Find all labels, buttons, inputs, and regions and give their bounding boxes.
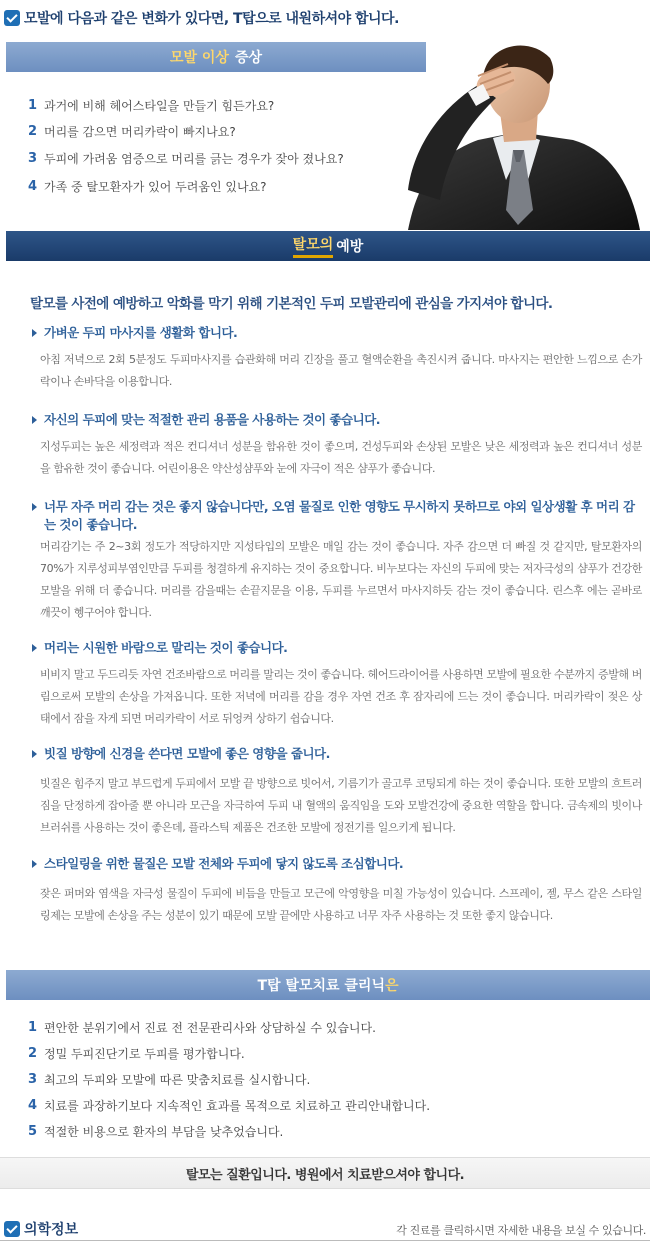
page-title bbox=[4, 8, 399, 28]
list-number: 3 bbox=[28, 151, 38, 166]
list-item bbox=[28, 1066, 430, 1092]
symptoms-title-rest: 증상 bbox=[234, 50, 263, 66]
clinic-list bbox=[28, 1014, 430, 1144]
list-item bbox=[28, 144, 344, 173]
triangle-bullet-icon bbox=[32, 329, 37, 337]
page-title-text: 모발에 다음과 같은 변화가 있다면, T탑으로 내원하셔야 합니다. bbox=[24, 11, 399, 27]
prevention-section bbox=[30, 745, 642, 839]
list-text: 과거에 비해 헤어스타일을 만들기 힘든가요? bbox=[44, 98, 275, 113]
prevention-section bbox=[30, 324, 642, 393]
triangle-bullet-icon bbox=[32, 416, 37, 424]
list-item bbox=[28, 1014, 430, 1040]
list-number: 2 bbox=[28, 123, 38, 139]
prevention-section bbox=[30, 639, 642, 730]
prevention-title-highlight: 탈모의 bbox=[293, 234, 334, 258]
section-heading: 머리는 시원한 바람으로 말리는 것이 좋습니다. bbox=[44, 640, 288, 655]
checkbox-icon bbox=[4, 1221, 20, 1237]
list-number: 5 bbox=[28, 1123, 38, 1139]
list-number: 1 bbox=[28, 97, 38, 113]
footer-divider bbox=[0, 1240, 650, 1241]
symptoms-banner bbox=[6, 42, 426, 72]
section-body: 비비지 말고 두드리듯 자연 건조바람으로 머리를 말리는 것이 좋습니다. 헤어드라이어를 사용하면 모발에 필요한 수분까지 증발해 버림으로써 모발의 손상을 가져옵니다. 또한 저녁에 머리를 감을 경우 자연 건조 후 잠자리에 드는 것이 좋습니다. 머리카락이 젖은 상태에서 잠을 자게 되면 머리카락이 서로 뒤엉켜 상하기 쉽습니다. bbox=[40, 668, 642, 725]
triangle-bullet-icon bbox=[32, 644, 37, 652]
section-heading: 빗질 방향에 신경을 쓴다면 모발에 좋은 영향을 줍니다. bbox=[44, 746, 330, 761]
list-number: 4 bbox=[28, 178, 38, 194]
prevention-section bbox=[30, 855, 642, 927]
list-number: 1 bbox=[28, 1019, 38, 1035]
list-text: 두피에 가려움 염증으로 머리를 긁는 경우가 잦아 졌나요? bbox=[44, 152, 344, 166]
list-number: 2 bbox=[28, 1045, 38, 1061]
section-heading: 너무 자주 머리 감는 것은 좋지 않습니다만, 오염 물질로 인한 영향도 무시하지 못하므로 야외 일상생활 후 머리 감는 것이 좋습니다. bbox=[44, 499, 635, 532]
list-item bbox=[28, 1040, 430, 1066]
medical-info-label: 의학정보 bbox=[24, 1222, 79, 1238]
list-text: 편안한 분위기에서 진료 전 전문관리사와 상담하실 수 있습니다. bbox=[44, 1020, 376, 1035]
list-item bbox=[28, 118, 344, 144]
list-item bbox=[28, 173, 344, 199]
clinic-title: T탑 탈모치료 클리닉 bbox=[257, 978, 385, 994]
triangle-bullet-icon bbox=[32, 750, 37, 758]
section-body: 잦은 퍼머와 염색을 자극성 물질이 두피에 비듬을 만들고 모근에 악영향을 미칠 가능성이 있습니다. 스프레이, 젤, 무스 같은 스타일링제는 모발에 손상을 주는 성분이 있기 때문에 모발 끝에만 사용하고 너무 자주 사용하는 것 또한 좋지 않습니다. bbox=[40, 887, 642, 922]
section-heading: 스타일링을 위한 물질은 모발 전체와 두피에 닿지 않도록 조심합니다. bbox=[44, 856, 404, 871]
clinic-banner bbox=[6, 970, 650, 1000]
list-text: 치료를 과장하기보다 지속적인 효과를 목적으로 치료하고 관리안내합니다. bbox=[44, 1098, 431, 1113]
medical-info-link[interactable] bbox=[4, 1219, 78, 1239]
list-text: 정밀 두피진단기로 두피를 평가합니다. bbox=[44, 1046, 245, 1061]
list-number: 4 bbox=[28, 1097, 38, 1113]
section-body: 아침 저녁으로 2회 5분정도 두피마사지를 습관화해 머리 긴장을 풀고 혈액순환을 촉진시켜 줍니다. 마사지는 편안한 느낌으로 손가락이나 손바닥을 이용합니다. bbox=[40, 353, 642, 388]
prevention-lead: 탈모를 사전에 예방하고 악화를 막기 위해 기본적인 두피 모발관리에 관심을 가지셔야 합니다. bbox=[30, 296, 553, 312]
prevention-banner bbox=[6, 231, 650, 261]
list-text: 적절한 비용으로 환자의 부담을 낮추었습니다. bbox=[44, 1124, 284, 1139]
symptoms-title-highlight: 모발 이상 bbox=[169, 50, 229, 66]
footer-hint: 각 진료를 클릭하시면 자세한 내용을 보실 수 있습니다. bbox=[396, 1224, 646, 1237]
list-number: 3 bbox=[28, 1071, 38, 1087]
triangle-bullet-icon bbox=[32, 860, 37, 868]
section-body: 지성두피는 높은 세정력과 적은 컨디셔너 성분을 함유한 것이 좋으며, 건성두피와 손상된 모발은 낮은 세정력과 높은 컨디셔너 성분을 함유한 것이 좋습니다. 어린이용은 약산성샴푸와 눈에 자극이 적은 샴푸가 좋습니다. bbox=[40, 440, 642, 475]
list-item bbox=[28, 1118, 430, 1144]
list-text: 최고의 두피와 모발에 따른 맞춤치료를 실시합니다. bbox=[44, 1072, 311, 1087]
worried-man-illustration bbox=[368, 40, 650, 230]
triangle-bullet-icon bbox=[32, 503, 37, 511]
prevention-title-rest: 예방 bbox=[336, 239, 364, 255]
notice-text: 탈모는 질환입니다. 병원에서 치료받으셔야 합니다. bbox=[185, 1167, 465, 1183]
notice-bar bbox=[0, 1157, 650, 1189]
list-item bbox=[28, 1092, 430, 1118]
section-body: 머리감기는 주 2~3회 정도가 적당하지만 지성타입의 모발은 매일 감는 것이 좋습니다. 자주 감으면 더 빠질 것 같지만, 탈모환자의 70%가 지루성피부염인만큼 두피를 청결하게 유지하는 것이 중요합니다. 비누보다는 자신의 두피에 맞는 저자극성의 샴푸가 건강한 모발을 위해 더 좋습니다. 머리를 감을때는 손끝지문을 이용, 두피를 누르면서 마사지하듯 감는 것이 좋습니다. 린스후 에는 곧바로 깨끗이 헹구어야 합니다. bbox=[40, 540, 642, 619]
list-text: 머리를 감으면 머리카락이 빠지나요? bbox=[44, 124, 236, 139]
prevention-section bbox=[30, 411, 642, 480]
section-heading: 가벼운 두피 마사지를 생활화 합니다. bbox=[44, 325, 238, 340]
section-body: 빗질은 힘주지 말고 부드럽게 두피에서 모발 끝 방향으로 빗어서, 기름기가 골고루 코팅되게 하는 것이 좋습니다. 또한 모발의 흐트러짐을 단정하게 잡아줄 뿐 아니라 모근을 자극하여 두피 내 혈액의 움직임을 도와 모발건강에 중요한 역할을 합니다. 금속제의 빗이나 브러쉬를 사용하는 것이 좋은데, 플라스틱 제품은 건조한 모발에 정전기를 일으키게 됩니다. bbox=[40, 777, 642, 834]
prevention-section bbox=[30, 498, 642, 624]
list-item bbox=[28, 92, 344, 118]
symptoms-list bbox=[28, 92, 344, 199]
checkbox-icon bbox=[4, 10, 20, 26]
section-heading: 자신의 두피에 맞는 적절한 관리 용품을 사용하는 것이 좋습니다. bbox=[44, 412, 381, 427]
list-text: 가족 중 탈모환자가 있어 두려움인 있나요? bbox=[44, 179, 267, 194]
clinic-title-highlight: 은 bbox=[384, 978, 399, 994]
